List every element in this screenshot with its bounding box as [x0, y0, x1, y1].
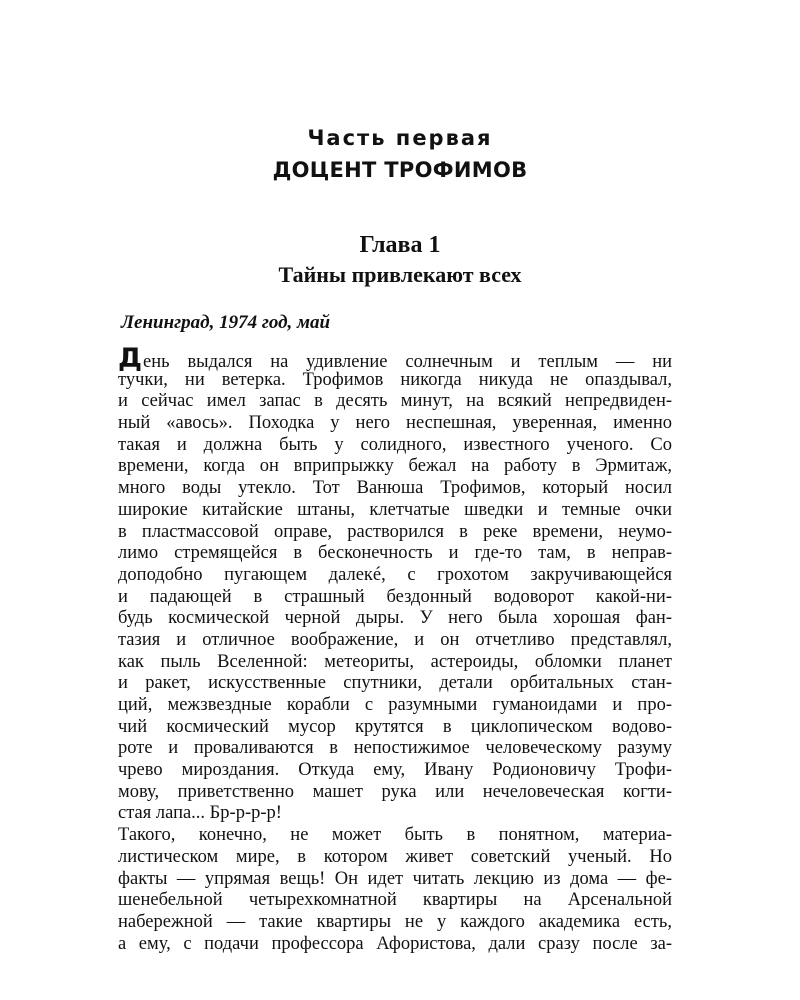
text-line: будь космической черной дыры. У него была хорошая фан- — [118, 608, 672, 629]
text-line: как пыль Вселенной: метеориты, астероиды, обломки планет — [118, 651, 672, 672]
chapter-title: Тайны привлекают всех — [278, 262, 522, 287]
text-line: мову, приветственно машет рука или нечеловеческая когти- — [118, 781, 672, 802]
text-line: тучки, ни ветерка. Трофимов никогда никуда не опаздывал, — [118, 369, 672, 390]
text-line: и сейчас имел запас в десять минут, на всякий непредвиден- — [118, 391, 672, 412]
text-line — [118, 825, 672, 847]
text-line: набережной — такие квартиры не у каждого академика есть, — [118, 911, 672, 932]
body-text — [118, 343, 672, 955]
text-line: тазия и отличное воображение, и он отчетливо представлял, — [118, 629, 672, 650]
text-line: чрево мироздания. Откуда ему, Ивану Родионовичу Трофи- — [118, 760, 672, 781]
text-line: факты — упрямая вещь! Он идет читать лекцию из дома — фе- — [118, 868, 672, 889]
text-line-content: Такого, конечно, не может быть в понятном, материа- — [118, 825, 672, 846]
text-line — [118, 343, 672, 374]
part-label: Часть первая — [307, 126, 493, 150]
text-line: в пластмассовой оправе, растворился в реке времени, неумо- — [118, 521, 672, 542]
drop-cap: Д — [118, 343, 143, 374]
text-line: чий космический мусор крутятся в циклопическом водово- — [118, 716, 672, 737]
text-line: лимо стремящейся в бесконечность и где-то там, в неправ- — [118, 543, 672, 564]
text-line: много воды утекло. Тот Ванюша Трофимов, который носил — [118, 478, 672, 499]
text-line: ций, межзвездные корабли с разумными гуманоидами и про- — [118, 695, 672, 715]
text-line: а ему, с подачи профессора Афористова, дали сразу после за- — [118, 933, 672, 954]
text-line: широкие китайские штаны, клетчатые шведки и темные очки — [118, 499, 672, 520]
text-line: такая и должна быть у солидного, известного ученого. Со — [118, 434, 672, 455]
text-line: времени, когда он вприпрыжку бежал на работу в Эрмитаж, — [118, 456, 672, 477]
text-line: и ракет, искусственные спутники, детали орбитальных стан- — [118, 673, 672, 694]
chapter-number: Глава 1 — [359, 232, 441, 258]
text-line: и падающей в страшный бездонный водоворот какой-ни- — [118, 586, 672, 607]
text-line: доподобно пугающем далекé, с грохотом закручивающейся — [118, 564, 672, 585]
place-date-heading: Ленинград, 1974 год, май — [121, 312, 331, 333]
text-line: шенебельной четырехкомнатной квартиры на Арсенальной — [118, 890, 672, 911]
text-line: ный «авось». Походка у него неспешная, уверенная, именно — [118, 413, 672, 434]
text-line-content: ень выдался на удивление солнечным и теплым — ни — [143, 352, 672, 372]
part-title: ДОЦЕНТ ТРОФИМОВ — [272, 158, 528, 182]
text-line: стая лапа... Бр-р-р-р! — [118, 803, 282, 824]
text-line: роте и проваливаются в непостижимое человеческому разуму — [118, 738, 672, 759]
text-line: листическом мире, в котором живет советский ученый. Но — [118, 846, 672, 867]
